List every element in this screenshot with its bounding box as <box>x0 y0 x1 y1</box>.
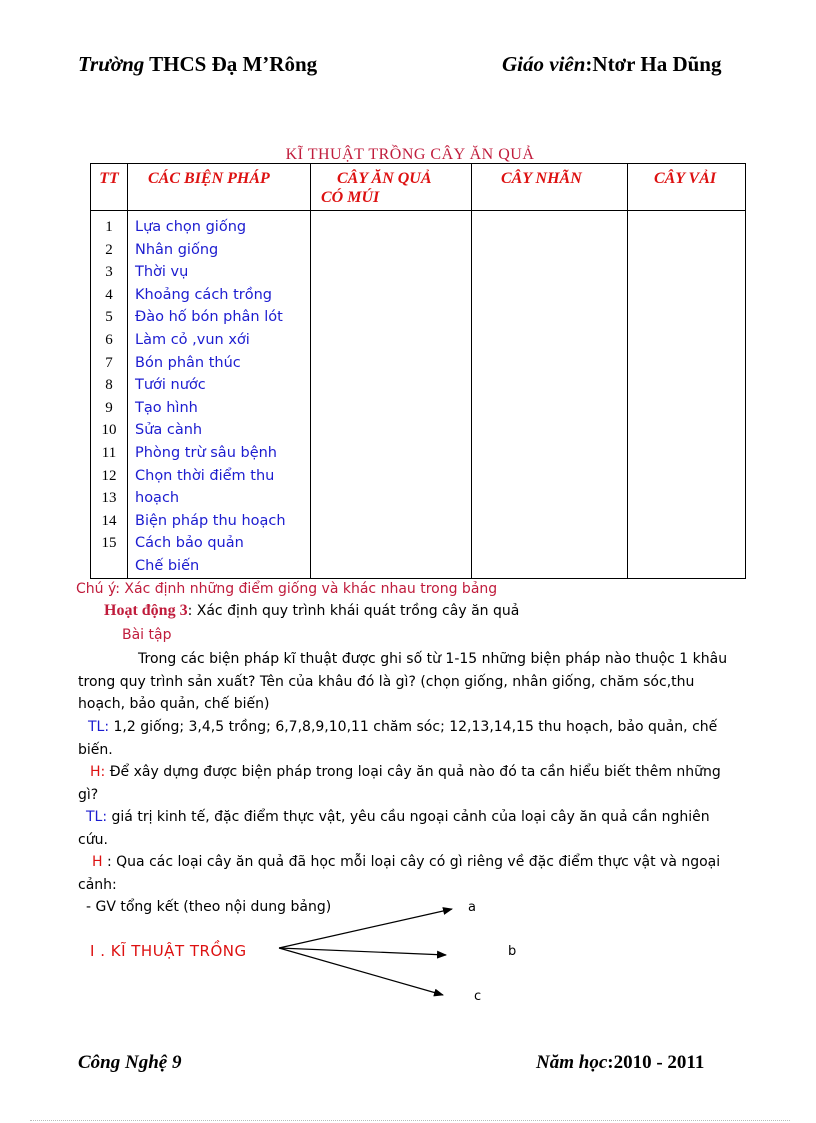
footer-subject: Công Nghệ 9 <box>78 1052 182 1073</box>
row-number: 5 <box>105 309 113 326</box>
answer-1-label: TL: <box>88 719 110 735</box>
section-heading: I . KĨ THUẬT TRỒNG <box>90 942 247 960</box>
row-technique: Lựa chọn giống <box>135 219 247 235</box>
question-2-label: H: <box>90 764 106 780</box>
row-number: 13 <box>101 490 117 507</box>
header-school-name: THCS Đạ M’Rông <box>144 52 318 76</box>
row-number: 2 <box>105 241 113 258</box>
row-technique: Nhân giống <box>135 241 219 258</box>
row-technique: Bón phân thúc <box>135 354 241 371</box>
gv-summary: - GV tổng kết (theo nội dung bảng) <box>86 899 332 915</box>
note: Chú ý: Xác định những điểm giống và khác nhau trong bảng <box>76 581 498 597</box>
row-technique: Chế biến <box>135 557 200 574</box>
header-co-mui-line2: CÓ MÚI <box>321 189 380 206</box>
question-1: Trong các biện pháp kĩ thuật được ghi số từ 1-15 những biện pháp nào thuộc 1 khâu trong quy trình sản xuất? Tên của khâu đó là gì? (chọn giống, nhân giống, chăm sóc,thu hoạch, bảo quản, chế biến) <box>78 651 728 713</box>
answer-2-text: giá trị kinh tế, đặc điểm thực vật, yêu cầu ngoại cảnh của loại cây ăn quả cần nghiên cứu. <box>78 809 710 848</box>
row-number: 14 <box>101 512 117 529</box>
row-number: 9 <box>105 399 113 416</box>
arrow-c <box>279 948 443 995</box>
row-technique: Sửa cành <box>135 422 203 439</box>
header-tt: TT <box>91 164 128 211</box>
row-technique: Chọn thời điểm thu <box>135 467 275 484</box>
question-3-text: : Qua các loại cây ăn quả đã học mỗi loại cây có gì riêng về đặc điểm thực vật và ngoại cảnh: <box>78 854 721 893</box>
row-number: 10 <box>101 422 117 439</box>
row-technique: hoạch <box>135 490 180 507</box>
table-title: KĨ THUẬT TRỒNG CÂY ĂN QUẢ <box>285 146 535 163</box>
activity-label: Hoạt động 3 <box>104 602 188 619</box>
exercise-label: Bài tập <box>122 627 172 643</box>
row-number: 3 <box>105 264 113 281</box>
footer-year-value: :2010 - 2011 <box>607 1052 705 1073</box>
row-technique: Đào hố bón phân lót <box>135 309 283 326</box>
branch-label-a: a <box>468 900 476 915</box>
header-teacher-name: :Ntơr Ha Dũng <box>585 52 722 76</box>
arrow-b <box>279 948 446 955</box>
row-number: 4 <box>105 286 113 303</box>
header-school-prefix: Trường <box>78 52 145 76</box>
page-bottom-rule <box>30 1120 790 1121</box>
question-3-label: H <box>92 854 103 870</box>
row-technique: Tưới nước <box>135 377 206 394</box>
question-2-text: Để xây dựng được biện pháp trong loại cây ăn quả nào đó ta cần hiểu biết thêm những gì? <box>78 764 721 803</box>
row-technique: Phòng trừ sâu bệnh <box>135 444 277 461</box>
row-technique: Biện pháp thu hoạch <box>135 512 286 529</box>
row-technique: Tạo hình <box>135 399 198 416</box>
row-technique: Cách bảo quản <box>135 535 244 552</box>
row-number: 7 <box>105 354 113 371</box>
row-technique: Khoảng cách trồng <box>135 286 272 303</box>
row-number: 6 <box>105 331 113 348</box>
footer-year <box>536 1052 704 1074</box>
header-vai: CÂY VẢI <box>628 164 746 211</box>
row-number: 11 <box>101 444 117 461</box>
header-nhan: CÂY NHÃN <box>472 164 628 211</box>
answer-1-text: 1,2 giống; 3,4,5 trồng; 6,7,8,9,10,11 chăm sóc; 12,13,14,15 thu hoạch, bảo quản, chế biến. <box>78 719 718 758</box>
answer-2-label: TL: <box>86 809 108 825</box>
branch-label-c: c <box>474 989 482 1004</box>
branch-label-b: b <box>508 944 517 959</box>
header-teacher-prefix: Giáo viên <box>502 52 586 76</box>
arrow-a <box>279 909 452 948</box>
header-co-mui-line1: CÂY ĂN QUẢ <box>337 170 432 187</box>
row-number: 8 <box>105 377 113 394</box>
row-technique: Thời vụ <box>135 264 189 281</box>
row-number: 1 <box>105 219 113 235</box>
row-number: 15 <box>101 535 117 552</box>
row-number: 12 <box>101 467 117 484</box>
row-technique: Làm cỏ ,vun xới <box>135 331 250 348</box>
header-bien-phap: CÁC BIỆN PHÁP <box>128 164 311 211</box>
footer-year-prefix: Năm học <box>536 1052 608 1073</box>
activity-text: : Xác định quy trình khái quát trồng cây ăn quả <box>187 603 520 619</box>
